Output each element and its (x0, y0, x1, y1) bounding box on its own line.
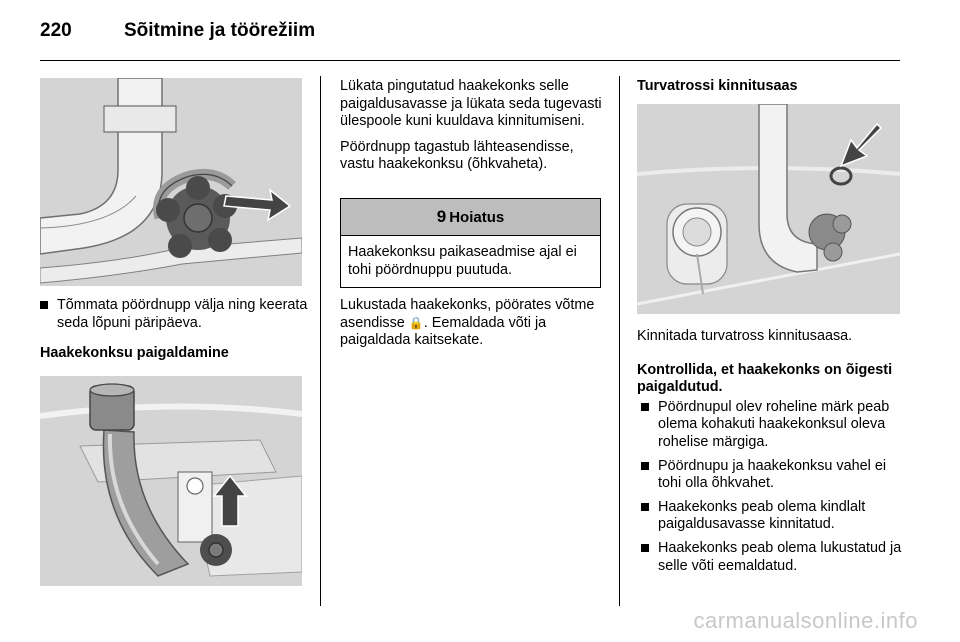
warning-text: Haakekonksu paikaseadmise ajal ei tohi pöördnuppu puutuda. (348, 244, 577, 278)
list-item: Haakekonks peab olema kindlalt paigaldusavasse kinnitatud. (641, 499, 907, 534)
list-item: Pöördnupul olev roheline märk peab olema kohakuti haakekonksul oleva rohelise märgiga. (641, 399, 907, 452)
column-3-top (637, 78, 907, 96)
bullet-square (40, 301, 48, 309)
page-header (40, 20, 315, 42)
paragraph-push-hook: Lükata pingutatud haakekonks selle paigaldusavasse ja lükata seda tugevasti ülespoole kuni kuuldava kinnitumiseni. (340, 78, 602, 130)
column-2 (340, 78, 606, 174)
lock-icon: 🔒 (408, 315, 424, 330)
watermark: carmanualsonline.info (693, 608, 918, 633)
paragraph-knob-return: Pöördnupp tagastub lähteasendisse, vastu haakekonksu (õhkvaheta). (340, 138, 574, 173)
header-rule (40, 60, 900, 61)
figure-safety-eye (637, 104, 900, 314)
figure-hook-insert (40, 376, 302, 586)
column-1 (40, 297, 308, 363)
warning-box (340, 198, 601, 288)
column-divider-2 (619, 76, 620, 606)
socket-shape (667, 204, 727, 284)
bullet-square (641, 503, 649, 511)
paragraph-lock-hook: Lukustada haakekonks, pöörates võtme asendisse 🔒. Eemaldada võti ja paigaldada kaitsekate. (340, 297, 595, 349)
list-item: Haakekonks peab olema lukustatud ja selle võti eemaldatud. (641, 540, 907, 575)
list-item: Pöördnupu ja haakekonksu vahel ei tohi olla õhkvahet. (641, 458, 907, 493)
section-heading-install: Haakekonksu paigaldamine (40, 345, 229, 362)
check-list (637, 399, 907, 575)
section-heading-safety-eye: Turvatrossi kinnitusaas (637, 78, 798, 94)
column-3-bottom (637, 328, 907, 575)
column-divider-1 (320, 76, 321, 606)
column-2-lower (340, 297, 606, 350)
page-title: Sõitmine ja töörežiim (124, 20, 316, 41)
instruction-bullet: Tõmmata pöördnupp välja ning keerata seda lõpuni päripäeva. (40, 297, 308, 332)
warning-header (341, 199, 600, 236)
page-number: 220 (40, 20, 72, 41)
figure-knob-turn (40, 78, 302, 286)
warning-triangle-icon: 9 (436, 207, 447, 226)
bullet-square (641, 403, 649, 411)
bullet-square (641, 462, 649, 470)
warning-title: Hoiatus (449, 208, 505, 226)
section-heading-check: Kontrollida, et haakekonks on õigesti paigaldutud. (637, 361, 893, 396)
caption-attach-cable: Kinnitada turvatross kinnitusaasa. (637, 328, 853, 344)
bullet-square (641, 544, 649, 552)
